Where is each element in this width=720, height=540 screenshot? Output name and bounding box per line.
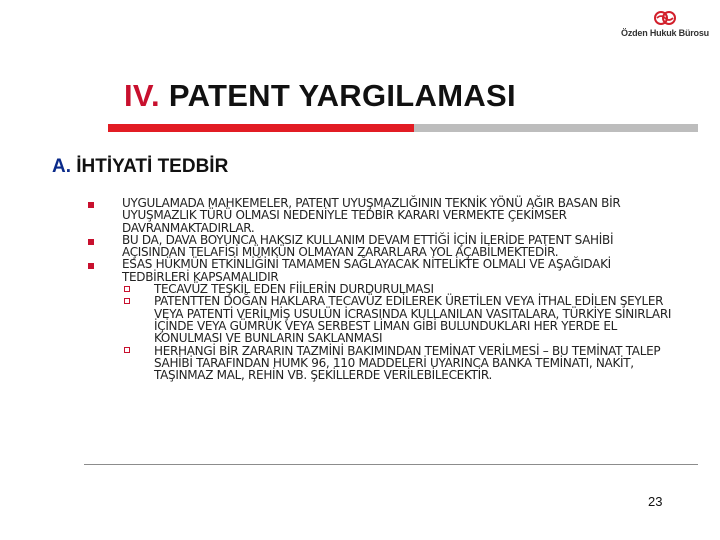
firm-logo: [612, 10, 718, 50]
hollow-square-bullet-icon: [124, 347, 130, 353]
title-underline-red: [108, 124, 414, 132]
bullet-list: [86, 197, 676, 381]
square-bullet-icon: [88, 263, 94, 269]
firm-name: Özden Hukuk Bürosu: [621, 28, 709, 38]
sub-list-item-text: TECAVÜZ TEŞKİL EDEN FİİLERİN DURDURULMASI: [154, 282, 434, 297]
sub-list-item-text: PATENTTEN DOĞAN HAKLARA TECAVÜZ EDİLEREK ÜRETİLEN VEYA İTHAL EDİLEN ŞEYLER VEYA PATENTİ VERİLMİŞ USULÜN İCRASINDA KULLANILAN VASITALARA, TÜRKİYE SINIRLARI İÇİNDE VEYA GÜMRÜK VEYA SERBEST LİMAN GİBİ BULUNDUKLARI HER YERDE EL KONULMASI VE BUNLARIN SAKLANMASI: [154, 294, 672, 346]
list-item-text: BU DA, DAVA BOYUNCA HAKSIZ KULLANIM DEVAM ETTİĞİ İÇİN İLERİDE PATENT SAHİBİ AÇISINDAN TELAFİSİ MÜMKÜN OLMAYAN ZARARLARA YOL AÇABİLMEKTEDİR.: [122, 232, 614, 260]
hollow-square-bullet-icon: [124, 286, 130, 292]
page-number: 23: [648, 494, 663, 509]
title-roman-numeral: IV.: [124, 78, 160, 113]
list-item-text: UYGULAMADA MAHKEMELER, PATENT UYUŞMAZLIĞININ TEKNİK YÖNÜ AĞIR BASAN BİR UYUŞMAZLIK TÜRÜ OLMASI NEDENİYLE TEDBİR KARARI VERMEKTE ÇEKİMSER DAVRANMAKTADIRLAR.: [122, 196, 621, 235]
footer-divider: [84, 464, 698, 465]
square-bullet-icon: [88, 239, 94, 245]
section-heading: [52, 156, 228, 178]
list-item: [86, 258, 676, 283]
square-bullet-icon: [88, 202, 94, 208]
title-underline-gray: [414, 124, 698, 132]
list-item: [86, 234, 676, 259]
page-title: [124, 78, 516, 114]
title-text: PATENT YARGILAMASI: [168, 78, 516, 113]
section-letter: A.: [52, 156, 71, 177]
section-heading-text: İHTİYATİ TEDBİR: [76, 156, 229, 177]
sub-list-item-text: HERHANGİ BİR ZARARIN TAZMİNİ BAKIMINDAN TEMİNAT VERİLMESİ – BU TEMİNAT TALEP SAHİBİ TARAFINDAN HUMK 96, 110 MADDELERİ UYARINCA BANKA TEMİNATI, NAKİT, TAŞINMAZ MAL, REHİN VB. ŞEKİLLERDE VERİLEBİLECEKTİR.: [154, 343, 661, 383]
list-item: [86, 197, 676, 234]
hollow-square-bullet-icon: [124, 298, 130, 304]
sub-list-item: [122, 345, 676, 382]
sub-list-item: [122, 295, 676, 344]
list-item-text: ESAS HÜKMÜN ETKİNLİĞİNİ TAMAMEN SAĞLAYACAK NİTELİKTE OLMALI VE AŞAĞIDAKİ TEDBİRLERİ KAPSAMALIDIR: [122, 257, 611, 284]
interlocking-rings-logo-icon: [653, 10, 677, 26]
